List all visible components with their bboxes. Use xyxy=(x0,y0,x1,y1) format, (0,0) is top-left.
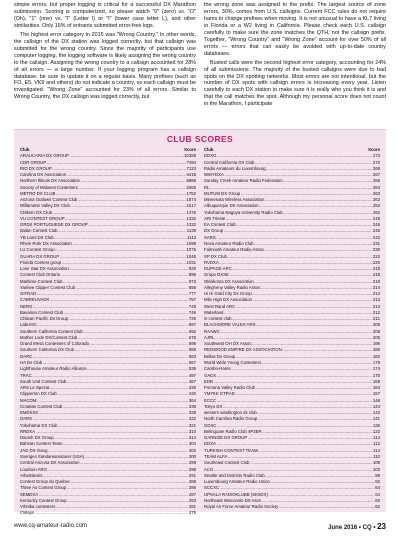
club-score: 304 xyxy=(188,441,196,447)
club-name: Italian Contest Club xyxy=(20,228,58,234)
club-score: 364 xyxy=(188,397,196,403)
club-score: 272 xyxy=(372,159,380,165)
club-score: 213 xyxy=(372,303,380,309)
club-name: LabreSC xyxy=(20,322,37,328)
club-score: 222 xyxy=(372,253,380,259)
club-score: 196 xyxy=(372,341,380,347)
club-name: YB Land DX Club xyxy=(20,234,54,240)
club-name: MACOM xyxy=(20,397,37,403)
club-name: NERG xyxy=(20,303,33,309)
club-score: 273 xyxy=(372,153,380,159)
club-name: SCCXC xyxy=(204,485,220,491)
club-score: 7123 xyxy=(186,165,196,171)
club-name: GADX xyxy=(204,372,217,378)
club-score: 929 xyxy=(188,266,196,272)
page-number: 23 xyxy=(377,521,386,531)
club-name: Waterland xyxy=(204,309,224,315)
separator-bullet: • xyxy=(358,524,361,531)
club-score: 310 xyxy=(188,428,196,434)
club-score: 266 xyxy=(372,178,380,184)
club-score: 896 xyxy=(188,272,196,278)
club-score: 321 xyxy=(188,422,196,428)
score-header: Score xyxy=(184,147,196,152)
club-name: Oklahoma DX Association xyxy=(204,278,254,284)
club-scores-title: CLUB SCORES xyxy=(166,134,234,144)
club-scores-box xyxy=(14,129,386,516)
club-score: 535 xyxy=(188,366,196,372)
club-name: ARAUCARIA DX GROUP xyxy=(20,153,69,159)
club-name: Danish DX Group xyxy=(20,435,54,441)
club-name: CWops xyxy=(20,510,35,516)
club-name: Sveriges Sandareamatorer (SSA) xyxy=(20,454,85,459)
club-name: Belinquam Radio Club 4P3ER xyxy=(204,428,262,434)
club-name: GITRAD xyxy=(20,291,37,297)
club-name: RIO DX GROUP xyxy=(20,165,52,171)
club-score: 1075 xyxy=(186,247,196,253)
club-score: 283 xyxy=(188,497,196,503)
club-name: Sunday Creek Amateur Radio Federation xyxy=(204,178,283,184)
club-name: DDXA xyxy=(204,441,216,447)
club-score: 212 xyxy=(372,309,380,315)
body-paragraph: the wrong zone was assigned to the prefix. The largest source of zone errors, 30%, comes from U.S. callsigns. Current FCC rules do not require hams to change prefixes when moving. It is not unusual to have a KL7 living in Florida or a W2 living in California. Please check each U.S. callsign carefully to make sure the zone matches the QTH, not the callsign prefix. Together, "Wrong Country" and "Wrong Zone" account for over 50% of all errors — errors that can easily be avoided with up-to-date country databases. xyxy=(204,2,386,57)
club-name: WWYDXA xyxy=(204,172,224,178)
club-name: Hi Hi Gold City Dx Group xyxy=(204,291,252,297)
club-name: ACG xyxy=(204,466,214,472)
club-score: 269 xyxy=(372,165,380,171)
club-name: MUTUM DX Group xyxy=(204,190,241,196)
club-name: Chilean Pacific Dx Group xyxy=(20,316,69,322)
club-score: 295 xyxy=(188,466,196,472)
club-name: Rhein Ruhr DX Association xyxy=(20,240,72,246)
club-score: 279 xyxy=(188,510,196,516)
club-name: Lone Star DX Association xyxy=(20,266,69,272)
club-score-row xyxy=(204,504,380,510)
club-score: 213 xyxy=(372,297,380,303)
club-header: Club xyxy=(204,147,214,152)
club-name: REDWOOD EMPIRE DX ASSOCIATION xyxy=(204,347,282,353)
club-score: 213 xyxy=(372,291,380,297)
club-name: Nova Amateur Radio Club xyxy=(204,240,254,246)
club-name: Luxembourg Amateur Radio Union xyxy=(204,479,270,485)
club-score: 144 xyxy=(372,403,380,409)
club-score: 230 xyxy=(372,247,380,253)
club-score: 263 xyxy=(372,190,380,196)
club-score: 245 xyxy=(372,215,380,221)
club-name: Arizona Outlaws Contest Club xyxy=(20,197,78,203)
club-score: 300 xyxy=(188,454,196,459)
club-name: Grupo DXXE xyxy=(204,272,229,278)
club-name: Lighthouse Amateur Radio Alliance xyxy=(20,366,87,372)
club-scores-left-column xyxy=(20,147,196,517)
club-name: Central Arizona DX Association xyxy=(20,460,80,466)
club-score: 64 xyxy=(375,491,380,497)
club-name: Albuquerque DX Association xyxy=(204,203,259,209)
club-name: ARI Trieste xyxy=(204,215,226,221)
club-score: 208 xyxy=(372,322,380,328)
separator-bullet: • xyxy=(373,524,376,531)
club-name: ECCC xyxy=(204,397,217,403)
club-name: Royal Air Force Amateur Radio Society xyxy=(204,504,279,510)
club-name: South Ural Contest Club xyxy=(20,378,67,384)
club-name: Contest Group du Quebec xyxy=(20,479,71,485)
club-name: Chiltern DX Club xyxy=(20,209,53,215)
club-score: 585 xyxy=(188,347,196,353)
club-score: 267 xyxy=(372,172,380,178)
club-name: Falmouth Amateur Radio Assoc. xyxy=(204,247,266,253)
club-score-row xyxy=(20,510,196,516)
club-score: 242 xyxy=(372,234,380,240)
club-score: 60 xyxy=(375,497,380,503)
club-name: DARS xyxy=(20,416,32,422)
club-score: 114 xyxy=(373,435,380,441)
club-score: 299 xyxy=(188,460,196,466)
club-score: 697 xyxy=(188,322,196,328)
club-score: 218 xyxy=(372,266,380,272)
club-name: Bellas Dx Group xyxy=(204,353,236,359)
club-name: JAG DX-Gang xyxy=(20,447,48,453)
club-name: Allegheny Valley Radio Assoc xyxy=(204,284,261,290)
club-score: 1031 xyxy=(186,259,196,265)
club-score: 114 xyxy=(373,447,380,453)
club-name: Croatian Contest Club xyxy=(20,403,63,409)
club-score: 430 xyxy=(188,391,196,397)
club-name: Tokyo DX xyxy=(204,403,223,409)
club-score: 174 xyxy=(372,366,380,372)
club-score: 1045 xyxy=(186,253,196,259)
club-name: GARNIZE DX GROUP xyxy=(204,435,248,441)
club-score: 245 xyxy=(372,228,380,234)
club-score: 170 xyxy=(372,372,380,378)
club-score: 157 xyxy=(372,391,380,397)
club-score: 1332 xyxy=(186,222,196,228)
club-name: SARS xyxy=(204,234,216,240)
club-name: Kentucky Contest Group xyxy=(20,497,67,503)
club-score: 2265 xyxy=(186,184,196,190)
club-name: DX Group xyxy=(204,228,224,234)
club-score: 749 xyxy=(188,303,196,309)
club-name: Cambo-Hams xyxy=(204,366,231,372)
club-name: CDR GROUP xyxy=(20,159,47,165)
club-score: 1517 xyxy=(186,203,196,209)
club-score: 288 xyxy=(188,479,196,485)
club-name: Loudoun ARG xyxy=(20,466,47,472)
club-name: Bavarian Contest Club xyxy=(20,309,63,315)
club-score: 739 xyxy=(188,316,196,322)
club-score: 109 xyxy=(372,460,380,466)
club-name: LU Contest Group xyxy=(20,247,55,253)
club-score: 1574 xyxy=(186,197,196,203)
club-name: Yankee Clipper Contest Club xyxy=(20,284,76,290)
club-name: western washington dx club xyxy=(204,410,257,416)
club-name: EA Contest Club xyxy=(204,222,236,228)
body-paragraph: Busted calls were the second highest error category, accounting for 24% of all submissions. The majority of the busted callsigns were due to bad spots on the DX spotting networks. Most errors are not intentional, but the number of DX spots with callsign errors is increasing every year. Listen carefully to each DX station to make sure it is really who you think it is and that the call matches the spot. Although my personal score does not count in the Marathon, I participate xyxy=(204,59,386,108)
club-scores-right-column xyxy=(204,147,380,517)
club-score: 182 xyxy=(372,353,380,359)
club-score: 102 xyxy=(372,466,380,472)
club-name: TEAM ALFA xyxy=(204,454,228,459)
club-name: Seattle and Districts Radio Club xyxy=(204,472,265,478)
club-score: 1376 xyxy=(186,209,196,215)
club-name: North Carolina Radio Group xyxy=(204,416,258,422)
club-score: 168 xyxy=(372,378,380,384)
intro-left-column xyxy=(14,2,196,110)
club-score: 214 xyxy=(372,284,380,290)
club-score: 314 xyxy=(188,435,196,441)
body-paragraph: simple errors, but proper logging is critical for a successful DX Marathon submission. Scoring is computerized, so please watch "0" (zero) vs. "O" (Oh), "1" (one) vs. "l" (Letter l) or "I" (lower case letter L), and other similarities. Only 16% of entrants submitted error-free logs. xyxy=(14,2,196,29)
club-name: Vrhnika contesters xyxy=(20,504,56,510)
club-name: RL xyxy=(204,184,210,190)
club-name: Mother Lode DX/Contest Club xyxy=(20,334,78,340)
club-score: 231 xyxy=(372,240,380,246)
club-name: VU CONTEST GROUP xyxy=(20,215,65,221)
club-name: RRDXA xyxy=(20,428,36,434)
club-score: 281 xyxy=(188,504,196,510)
club-score: 856 xyxy=(188,284,196,290)
club-name: SEMDXA xyxy=(20,491,39,497)
club-score: 497 xyxy=(188,372,196,378)
club-score: 7494 xyxy=(186,159,196,165)
club-score: 757 xyxy=(188,297,196,303)
website-url[interactable]: www.cq-amateur-radio.com xyxy=(14,523,88,529)
club-name: in contest club xyxy=(204,316,232,322)
club-name: TRAC xyxy=(20,372,32,378)
club-name: ARS Le Spezia xyxy=(20,385,50,391)
club-name: Clipperton DX Club xyxy=(20,391,57,397)
club-score: 136 xyxy=(372,422,380,428)
club-name: Bahrain Contest Team xyxy=(20,441,63,447)
body-paragraph: The highest error category in 2015 was "Wrong Country." In other words, the callsign of the DX station was logged correctly, but that callsign was submitted for the wrong country. Since the majority of participants use computer logging, the logging software is likely assigning the wrong country to the callsign. Assigning the wrong country to a callsign accounted for 28% of all errors — a large number. If your logging program has a callsign database, be sure to update it on a regular basis. Many prefixes (such as FO, E5, VK9 and others) do not indicate a country, so each callsign must be investigated. "Wrong Zone" accounted for 23% of all errors. Similar to Wrong Country, the DX callsign was logged correctly, but xyxy=(14,31,196,101)
club-score: 148 xyxy=(372,397,380,403)
club-score: 1113 xyxy=(187,234,196,240)
club-name: Minnesota Wireless Association xyxy=(204,197,265,203)
club-name: EDR xyxy=(204,378,214,384)
club-name: RVDXA xyxy=(204,259,219,265)
club-score: 322 xyxy=(188,416,196,422)
club-name: Yokohama Nagoya University Radio Club xyxy=(204,209,283,215)
club-score: 179 xyxy=(372,360,380,366)
club-score: 252 xyxy=(372,209,380,215)
club-score: 142 xyxy=(372,410,380,416)
intro-text xyxy=(14,2,386,110)
club-name: GDXC xyxy=(204,422,217,428)
club-score: 205 xyxy=(372,334,380,340)
club-score: 218 xyxy=(372,278,380,284)
club-name: Mile High DX Association xyxy=(204,297,253,303)
club-name: Southern California Contest Club xyxy=(20,328,83,334)
club-score: 286 xyxy=(188,485,196,491)
intro-right-column xyxy=(204,2,386,110)
club-score: 218 xyxy=(372,272,380,278)
club-name: CABREUVADX xyxy=(20,297,50,303)
club-score: 5886 xyxy=(186,178,196,184)
club-score: 436 xyxy=(188,385,196,391)
club-name: Contest Club Ontario xyxy=(20,272,61,278)
issue-date: June 2016 xyxy=(328,524,358,531)
club-name: Carolina DX Association xyxy=(20,172,67,178)
club-score: 10359 xyxy=(184,153,196,159)
club-score: 1752 xyxy=(186,190,196,196)
club-score: 6419 xyxy=(186,172,196,178)
club-name: Society of Midwest Contesters xyxy=(20,184,78,190)
club-score: 302 xyxy=(188,447,196,453)
club-name: Southwest OH DX Assoc. xyxy=(204,341,253,347)
club-score: 328 xyxy=(188,410,196,416)
club-score: 1138 xyxy=(186,228,196,234)
club-score: 112 xyxy=(373,441,380,447)
club-name: Northern Illinois DX Association xyxy=(20,178,80,184)
club-score: 1332 xyxy=(186,215,196,221)
club-score: 253 xyxy=(372,203,380,209)
club-score: 873 xyxy=(188,278,196,284)
club-score: 291 xyxy=(188,472,196,478)
club-name: Arbeitskreis xyxy=(20,472,43,478)
club-name: RAAWC xyxy=(204,328,220,334)
club-name: World Wide Young Contesters xyxy=(204,360,262,366)
club-header: Club xyxy=(20,147,30,152)
club-name: SP DX Club xyxy=(204,253,227,259)
club-score: 64 xyxy=(375,485,380,491)
club-name: HA Dx Club xyxy=(20,360,43,366)
club-name: UPSALA RADIOKLUBB (SK0DX) xyxy=(204,491,268,497)
club-score: 186 xyxy=(372,347,380,353)
club-name: Southern California DX Club xyxy=(20,347,74,353)
club-name: Southeast Contest Club xyxy=(204,460,250,466)
club-score: 777 xyxy=(188,291,196,297)
score-header: Score xyxy=(368,147,380,152)
club-name: Three As Contest Group xyxy=(20,485,67,491)
club-score: 567 xyxy=(188,360,196,366)
club-name: TURKISH CONTEST TEAM xyxy=(204,447,258,453)
club-score: 467 xyxy=(188,378,196,384)
club-name: YM7KK GTRAD xyxy=(204,391,235,397)
club-name: DDXG xyxy=(204,153,217,159)
club-name: DUPAGE ARC xyxy=(204,266,232,272)
club-score: 746 xyxy=(188,309,196,315)
club-score: 264 xyxy=(372,184,380,190)
club-name: EMDXSS xyxy=(20,410,39,416)
club-score: 583 xyxy=(188,353,196,359)
club-score: 110 xyxy=(373,454,380,459)
club-name: Grand Mesa Contesters of Colorado xyxy=(20,341,90,347)
club-name: Central California DX Club xyxy=(204,159,255,165)
magazine-name: CQ xyxy=(362,524,372,531)
club-name: DARC xyxy=(20,353,33,359)
club-name: Yokohama DX Club xyxy=(20,422,58,428)
page-footer xyxy=(14,520,386,532)
club-name: Willamette Valley DX Club xyxy=(20,203,70,209)
club-name: AJRL xyxy=(204,334,215,340)
club-score: 92 xyxy=(375,479,380,485)
club-name: Florida Contest group xyxy=(20,259,62,265)
club-score: 96 xyxy=(375,472,380,478)
club-score: 262 xyxy=(372,197,380,203)
club-name: BLACKMORE VALES ARS xyxy=(204,322,256,328)
club-name: Pomona Valley Radio Club xyxy=(204,385,256,391)
issue-info xyxy=(328,522,386,531)
club-score: 676 xyxy=(188,334,196,340)
club-score: 211 xyxy=(373,316,380,322)
club-score: 1096 xyxy=(186,240,196,246)
club-name: West Rand ARC xyxy=(204,303,236,309)
club-name: Northeast Wisconsin DX Assn xyxy=(204,497,262,503)
club-score: 245 xyxy=(372,222,380,228)
club-score: 208 xyxy=(372,328,380,334)
club-name: GRDX PORTUGUESE DX GROUP xyxy=(20,222,88,228)
club-score: 52 xyxy=(375,504,380,510)
club-name: Maritime Contest Club xyxy=(20,278,63,284)
club-score: 287 xyxy=(188,491,196,497)
club-name: Radio Amateurs du Luxembourg xyxy=(204,165,266,171)
club-score: 122 xyxy=(372,428,380,434)
club-score: 692 xyxy=(188,328,196,334)
club-score: 595 xyxy=(188,341,196,347)
dot-leader xyxy=(279,504,375,510)
club-name: GUARA DX GROUP xyxy=(20,253,60,259)
club-name: METRO DX CLUB xyxy=(20,190,56,196)
club-score: 339 xyxy=(188,403,196,409)
club-score: 141 xyxy=(372,416,380,422)
club-score: 164 xyxy=(372,385,380,391)
dot-leader xyxy=(35,510,189,516)
club-score: 220 xyxy=(372,259,380,265)
